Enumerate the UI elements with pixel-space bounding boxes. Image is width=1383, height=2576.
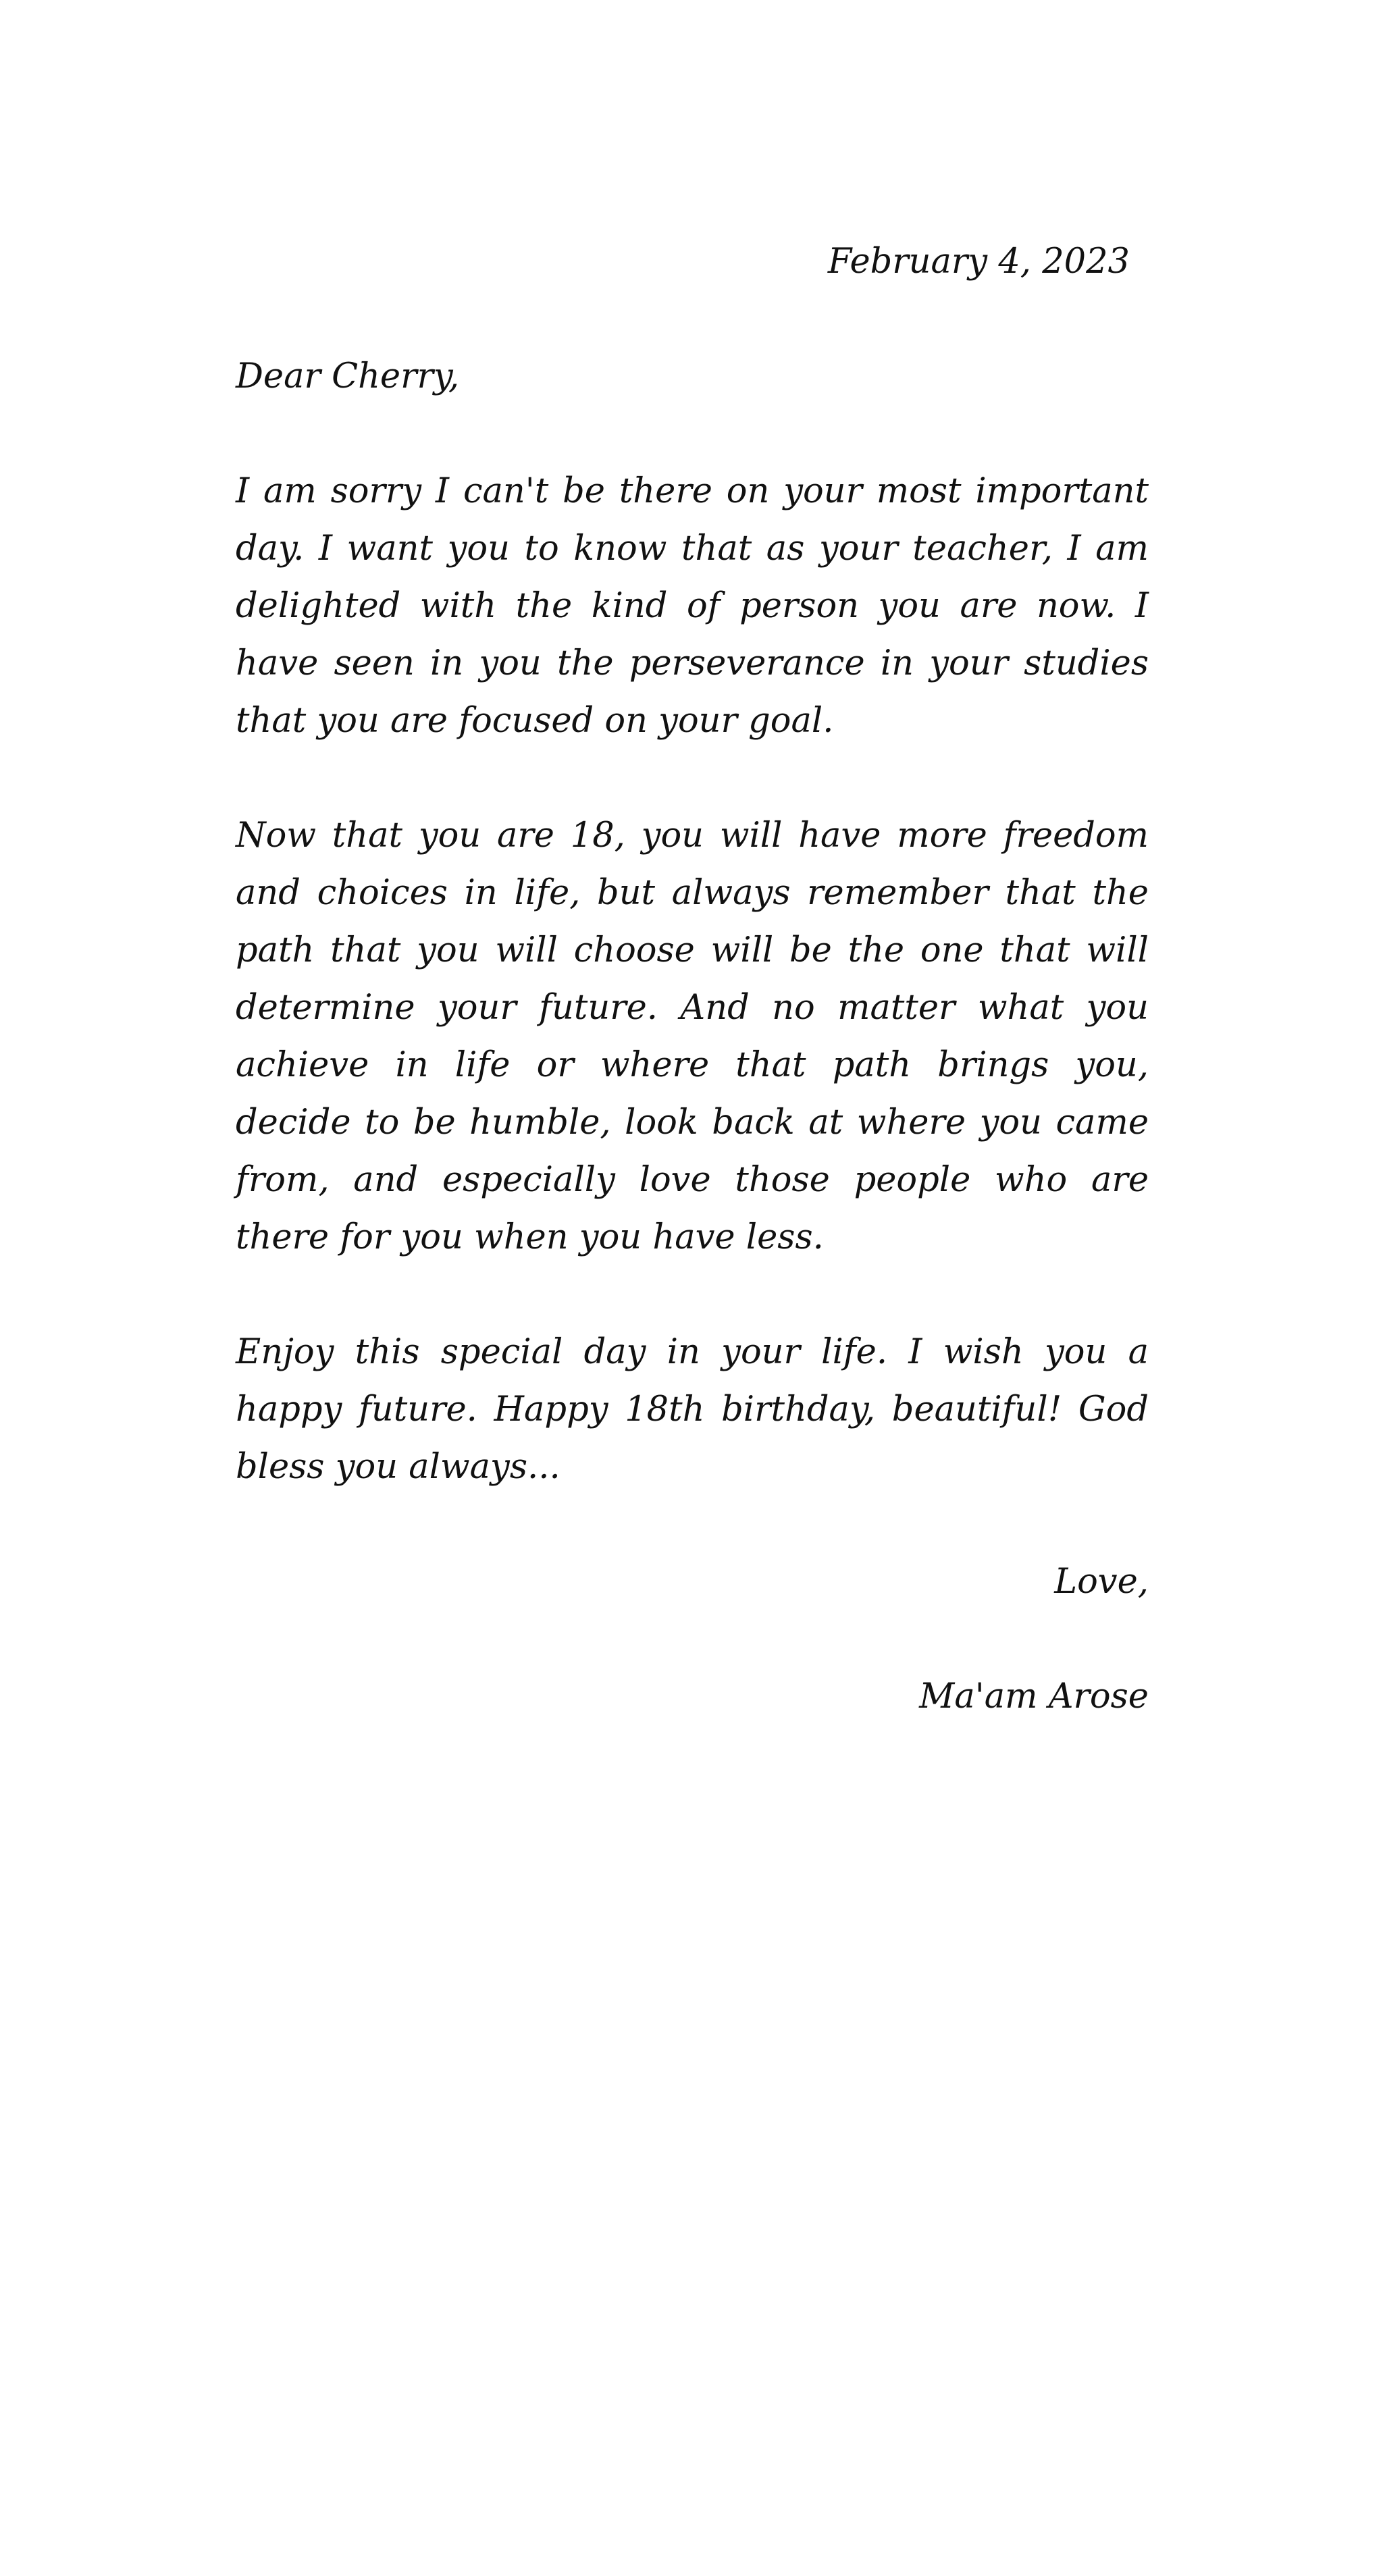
paragraph-birthday-wish: Enjoy this special day in your life. I wish you a happy future. Happy 18th birthday, beautiful! God bless you always... [236, 1332, 1149, 1487]
letter-date: February 4, 2023 [827, 242, 1130, 282]
salutation: Dear Cherry, [236, 357, 460, 396]
signature: Ma'am Arose [919, 1677, 1149, 1716]
closing: Love, [1054, 1562, 1149, 1602]
paragraph-apology: I am sorry I can't be there on your most important day. I want you to know that as your teacher, I am delighted with the kind of person you are now. I have seen in you the perseverance in your studies that you are focused on your goal. [236, 471, 1149, 741]
paragraph-advice: Now that you are 18, you will have more freedom and choices in life, but always remember that the path that you will choose will be the one that will determine your future. And no matter what you achieve in life or where that path brings you, decide to be humble, look back at where you came from, and especially love those people who are there for you when you have less. [236, 816, 1149, 1257]
letter-body [236, 233, 1149, 1725]
